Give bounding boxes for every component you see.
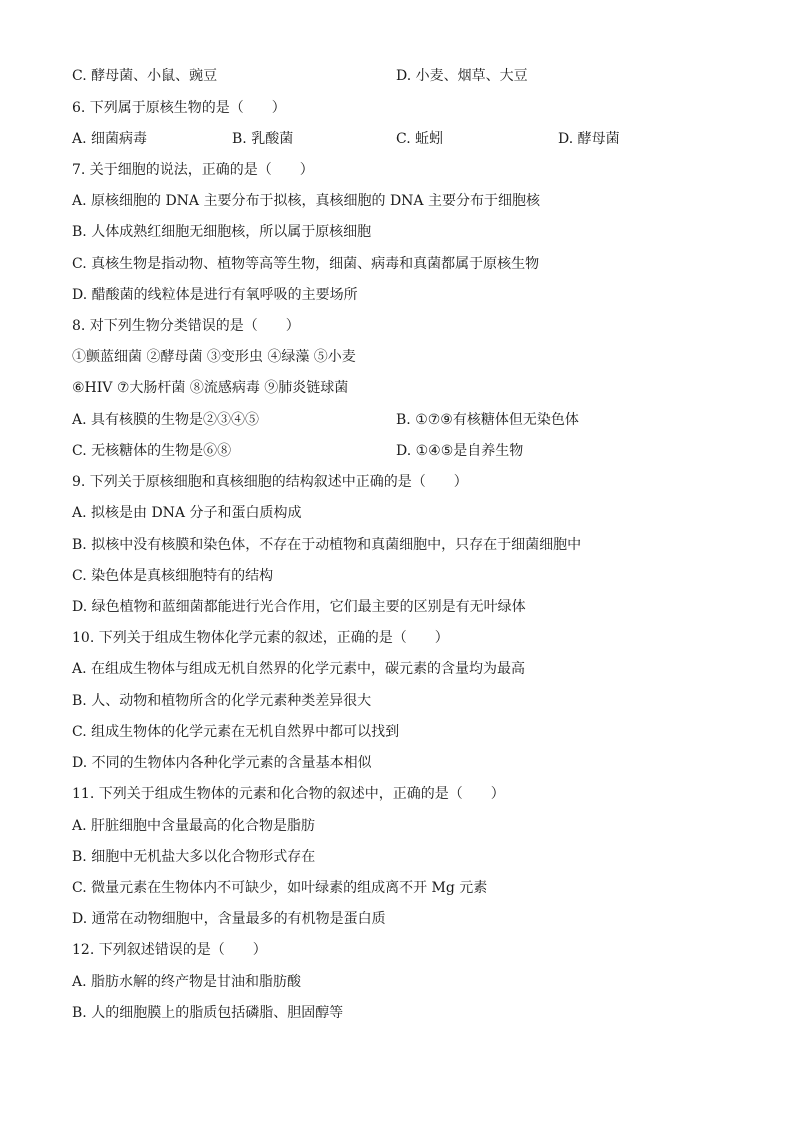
q6-option-c: C. 蚯蚓 [396, 131, 444, 147]
q7-option-c: C. 真核生物是指动物、植物等高等生物，细菌、病毒和真菌都属于原核生物 [72, 256, 540, 272]
q9-option-a: A. 拟核是由 DNA 分子和蛋白质构成 [72, 505, 302, 521]
q12-stem: 12. 下列叙述错误的是（ ） [72, 942, 267, 958]
q5-option-c: C. 酵母菌、小鼠、豌豆 [72, 68, 218, 84]
q7-option-d: D. 醋酸菌的线粒体是进行有氧呼吸的主要场所 [72, 287, 358, 303]
q8-option-a: A. 具有核膜的生物是②③④⑤ [72, 412, 260, 428]
q11-option-a: A. 肝脏细胞中含量最高的化合物是脂肪 [72, 818, 316, 834]
q10-option-b: B. 人、动物和植物所含的化学元素种类差异很大 [72, 693, 372, 709]
q11-option-d: D. 通常在动物细胞中，含量最多的有机物是蛋白质 [72, 911, 386, 927]
q6-option-d: D. 酵母菌 [558, 131, 620, 147]
q10-option-d: D. 不同的生物体内各种化学元素的含量基本相似 [72, 755, 372, 771]
q9-option-d: D. 绿色植物和蓝细菌都能进行光合作用，它们最主要的区别是有无叶绿体 [72, 599, 526, 615]
q12-option-a: A. 脂肪水解的终产物是甘油和脂肪酸 [72, 974, 302, 990]
q7-option-b: B. 人体成熟红细胞无细胞核，所以属于原核细胞 [72, 224, 372, 240]
q10-option-a: A. 在组成生物体与组成无机自然界的化学元素中，碳元素的含量均为最高 [72, 661, 526, 677]
q7-option-a: A. 原核细胞的 DNA 主要分布于拟核，真核细胞的 DNA 主要分布于细胞核 [72, 193, 540, 209]
q12-option-b: B. 人的细胞膜上的脂质包括磷脂、胆固醇等 [72, 1005, 344, 1021]
q9-stem: 9. 下列关于原核细胞和真核细胞的结构叙述中正确的是（ ） [72, 474, 468, 490]
q6-option-a: A. 细菌病毒 [72, 131, 148, 147]
q8-option-b: B. ①⑦⑨有核糖体但无染色体 [396, 412, 579, 428]
q10-stem: 10. 下列关于组成生物体化学元素的叙述，正确的是（ ） [72, 630, 449, 646]
q9-option-b: B. 拟核中没有核膜和染色体，不存在于动植物和真菌细胞中，只存在于细菌细胞中 [72, 537, 582, 553]
q8-organism-list-1: ①颤蓝细菌 ②酵母菌 ③变形虫 ④绿藻 ⑤小麦 [72, 349, 356, 365]
q8-option-c: C. 无核糖体的生物是⑥⑧ [72, 443, 232, 459]
q11-stem: 11. 下列关于组成生物体的元素和化合物的叙述中，正确的是（ ） [72, 786, 505, 802]
q11-option-b: B. 细胞中无机盐大多以化合物形式存在 [72, 849, 316, 865]
q7-stem: 7. 关于细胞的说法，正确的是（ ） [72, 162, 314, 178]
q5-option-d: D. 小麦、烟草、大豆 [396, 68, 528, 84]
q6-stem: 6. 下列属于原核生物的是（ ） [72, 100, 286, 116]
q8-organism-list-2: ⑥HIV ⑦大肠杆菌 ⑧流感病毒 ⑨肺炎链球菌 [72, 380, 349, 396]
q6-option-b: B. 乳酸菌 [232, 131, 294, 147]
q10-option-c: C. 组成生物体的化学元素在无机自然界中都可以找到 [72, 724, 400, 740]
q8-stem: 8. 对下列生物分类错误的是（ ） [72, 318, 300, 334]
q9-option-c: C. 染色体是真核细胞特有的结构 [72, 568, 274, 584]
q8-option-d: D. ①④⑤是自养生物 [396, 443, 524, 459]
q11-option-c: C. 微量元素在生物体内不可缺少，如叶绿素的组成离不开 Mg 元素 [72, 880, 488, 896]
